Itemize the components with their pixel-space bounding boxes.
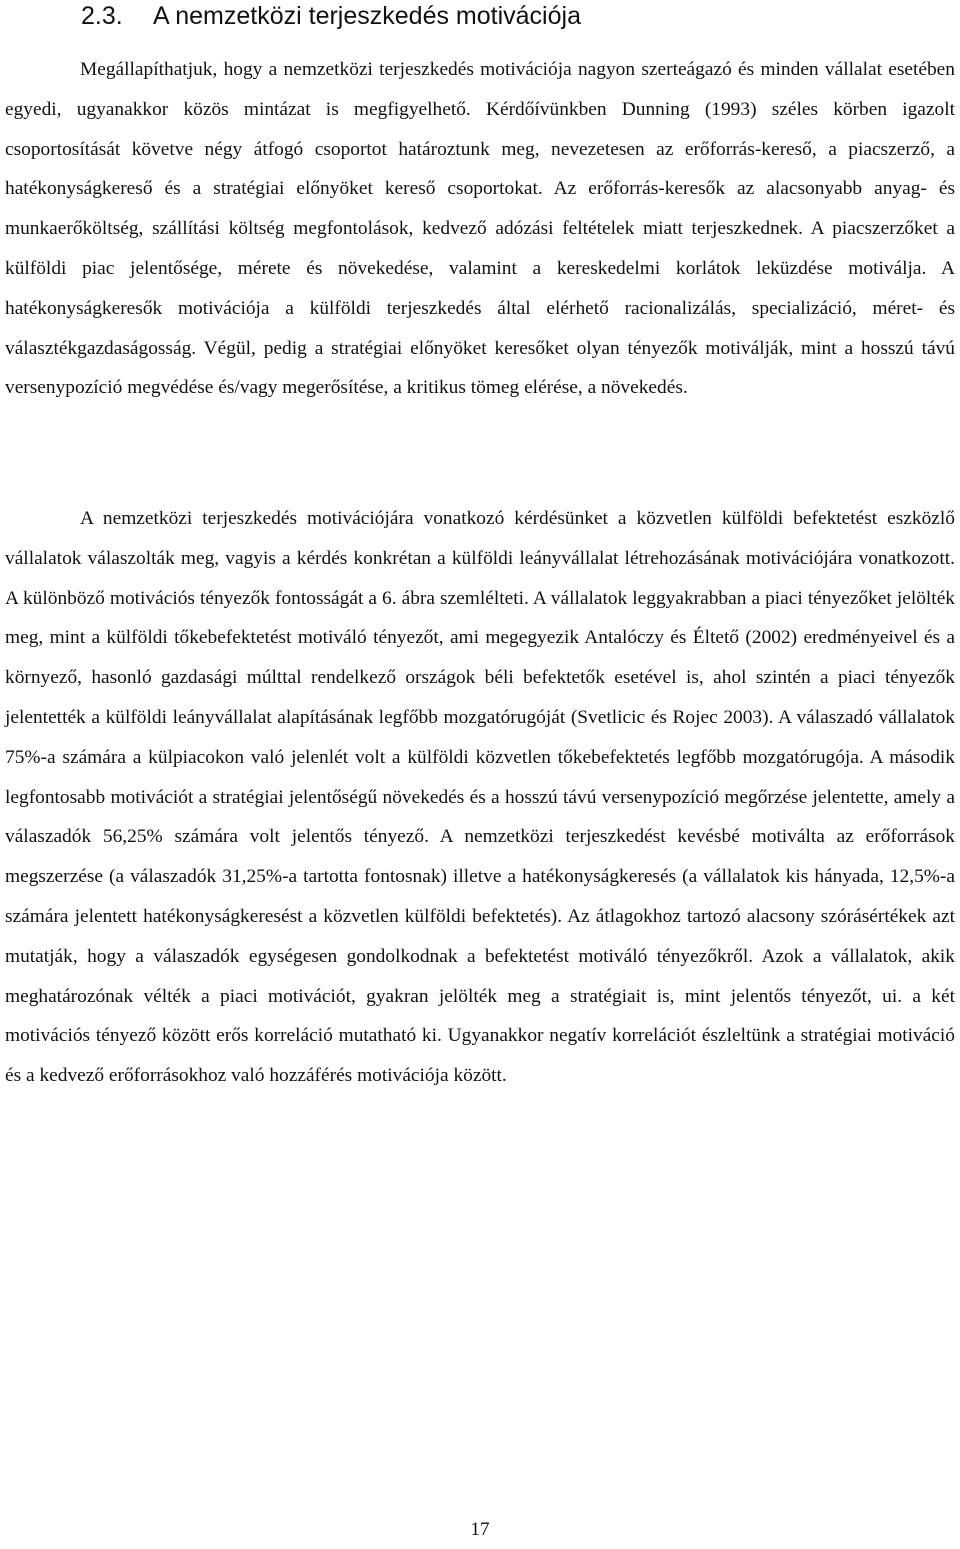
- page-number: 17: [470, 1519, 490, 1540]
- section-heading: [81, 0, 581, 36]
- section-title: A nemzetközi terjeszkedés motivációja: [153, 2, 581, 30]
- paragraph-motivation-groups: Megállapíthatjuk, hogy a nemzetközi terjeszkedés motivációja nagyon szerteágazó és minden vállalat esetében egyedi, ugyanakkor közös mintázat is megfigyelhető. Kérdőívünkben Dunning (1993) széles körben igazolt csoportosítását követve négy átfogó csoportot határoztunk meg, nevezetesen az erőforrás-kereső, a piacszerző, a hatékonyságkereső és a stratégiai előnyöket kereső csoportokat. Az erőforrás-keresők az alacsonyabb anyag- és munkaerőköltség, szállítási költség megfontolások, kedvező adózási feltételek miatt terjeszkednek. A piacszerzőket a külföldi piac jelentősége, mérete és növekedése, valamint a kereskedelmi korlátok leküzdése motiválja. A hatékonyságkeresők motivációja a külföldi terjeszkedés által elérhető racionalizálás, specializáció, méret- és választékgazdaságosság. Végül, pedig a stratégiai előnyöket keresőket olyan tényezők motiválják, mint a hosszú távú versenypozíció megvédése és/vagy megerősítése, a kritikus tömeg elérése, a növekedés.: [5, 59, 955, 399]
- section-number: 2.3.: [81, 2, 123, 30]
- paragraph-survey-results: A nemzetközi terjeszkedés motivációjára vonatkozó kérdésünket a közvetlen külföldi befektetést eszközlő vállalatok válaszolták meg, vagyis a kérdés konkrétan a külföldi leányvállalat létrehozásának motivációjára vonatkozott. A különböző motivációs tényezők fontosságát a 6. ábra szemlélteti. A vállalatok leggyakrabban a piaci tényezőket jelölték meg, mint a külföldi tőkebefektetést motiváló tényezőt, ami megegyezik Antalóczy és Éltető (2002) eredményeivel és a környező, hasonló gazdasági múlttal rendelkező országok béli befektetők esetével is, ahol szintén a piaci tényezők jelentették a külföldi leányvállalat alapításának legfőbb mozgatórugóját (Svetlicic és Rojec 2003). A válaszadó vállalatok 75%-a számára a külpiacokon való jelenlét volt a külföldi közvetlen tőkebefektetés legfőbb mozgatórugója. A második legfontosabb motivációt a stratégiai jelentőségű növekedés és a hosszú távú versenypozíció megőrzése jelentette, amely a válaszadók 56,25% számára volt jelentős tényező. A nemzetközi terjeszkedést kevésbé motiválta az erőforrások megszerzése (a válaszadók 31,25%-a tartotta fontosnak) illetve a hatékonyságkeresés (a vállalatok kis hányada, 12,5%-a számára jelentett hatékonyságkeresést a közvetlen külföldi befektetés). Az átlagokhoz tartozó alacsony szórásértékek azt mutatják, hogy a válaszadók egységesen gondolkodnak a befektetést motiváló tényezőkről. Azok a vállalatok, akik meghatározónak vélték a piaci motivációt, gyakran jelölték meg a stratégiait is, mint jelentős tényezőt, ui. a két motivációs tényező között erős korreláció mutatható ki. Ugyanakkor negatív korrelációt észleltünk a stratégiai motiváció és a kedvező erőforrásokhoz való hozzáférés motivációja között.: [5, 508, 955, 1087]
